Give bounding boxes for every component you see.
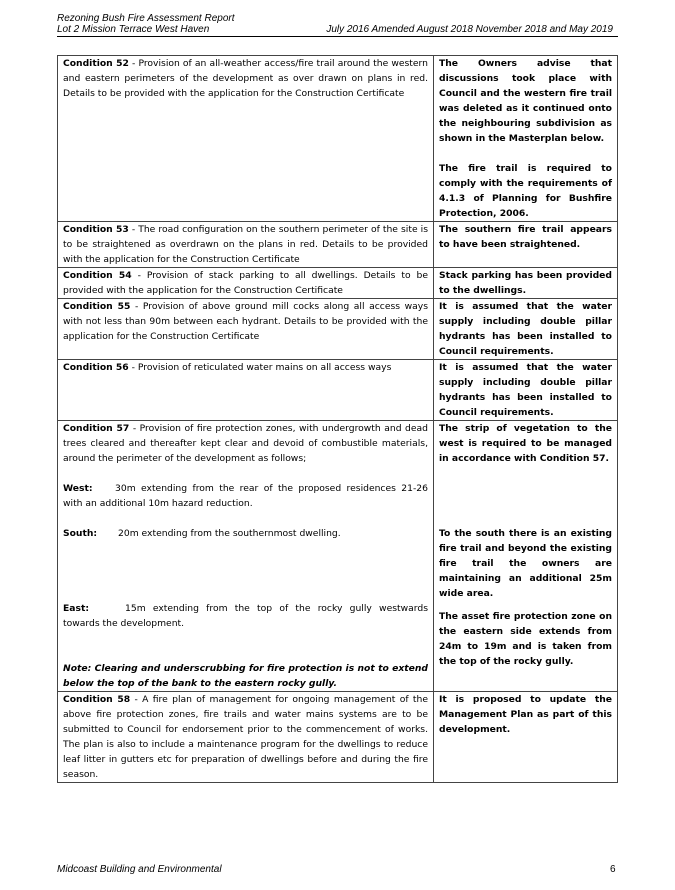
east-text: 15m extending from the top of the rocky gully westwards towards the development. [63, 603, 428, 629]
condition-cell [58, 222, 434, 268]
report-subtitle: Lot 2 Mission Terrace West Haven [57, 24, 210, 35]
table-row [58, 222, 618, 268]
condition-label: Condition 57 [63, 423, 130, 434]
condition-cell [58, 692, 434, 783]
condition-cell [58, 360, 434, 421]
page-header [57, 13, 613, 35]
condition-cell [58, 421, 434, 692]
condition-label: Condition 55 [63, 301, 131, 312]
response-text: The asset fire protection zone on the eastern side extends from 24m to 19m and is taken from the top of the rocky gully. [439, 611, 612, 667]
condition-label: Condition 54 [63, 270, 132, 281]
response-cell [434, 421, 618, 692]
response-text: It is assumed that the water supply including double pillar hydrants has been installed to Council requirements. [439, 362, 612, 418]
condition-text: - Provision of reticulated water mains on all access ways [128, 362, 392, 373]
response-text: It is proposed to update the Management Plan as part of this development. [439, 694, 612, 735]
response-cell [434, 299, 618, 360]
table-row [58, 360, 618, 421]
table-row [58, 692, 618, 783]
condition-label: Condition 52 [63, 58, 129, 69]
response-text: It is assumed that the water supply including double pillar hydrants has been installed to Council requirements. [439, 301, 612, 357]
table-row [58, 56, 618, 222]
response-cell [434, 692, 618, 783]
condition-label: Condition 53 [63, 224, 129, 235]
condition-text: - Provision of an all-weather access/fire trail around the western and eastern perimeters of the development as over drawn on plans in red. Details to be provided with the application for the Construction Certificate [63, 58, 428, 99]
conditions-table [57, 55, 618, 783]
response-text: Stack parking has been provided to the dwellings. [439, 270, 612, 296]
condition-text: - Provision of fire protection zones, with undergrowth and dead trees cleared and thereafter kept clear and devoid of combustible materials, around the perimeter of the development as follows; [63, 423, 428, 464]
response-cell [434, 268, 618, 299]
response-cell [434, 222, 618, 268]
clearing-note: Note: Clearing and underscrubbing for fire protection is not to extend below the top of the bank to the eastern rocky gully. [63, 663, 428, 689]
condition-label: Condition 58 [63, 694, 131, 705]
condition-cell [58, 268, 434, 299]
footer-company: Midcoast Building and Environmental [57, 864, 222, 875]
west-label: West: [63, 483, 93, 494]
condition-cell [58, 299, 434, 360]
response-text: To the south there is an existing fire trail and beyond the existing fire trail the owners are maintaining an additional 25m wide area. [439, 528, 612, 599]
condition-cell [58, 56, 434, 222]
condition-text: - Provision of above ground mill cocks along all access ways with not less than 90m between each hydrant. Details to be provided with the application for the Construction Certificate [63, 301, 429, 342]
east-label: East: [63, 603, 90, 614]
condition-label: Condition 56 [63, 362, 129, 373]
table-row [58, 421, 618, 692]
response-text: The Owners advise that discussions took place with Council and the western fire trail was deleted as it continued onto the neighbouring subdivision as shown in the Masterplan below. [439, 58, 612, 144]
report-dates: July 2016 Amended August 2018 November 2018 and May 2019 [326, 24, 613, 35]
condition-text: - The road configuration on the southern perimeter of the site is to be straightened as overdrawn on the plans in red. Details to be provided with the application for the Construction Certificate [63, 224, 428, 265]
response-cell [434, 56, 618, 222]
west-text: 30m extending from the rear of the proposed residences 21-26 with an additional 10m hazard reduction. [63, 483, 428, 509]
page-number: 6 [610, 864, 616, 875]
table-row [58, 299, 618, 360]
report-title: Rezoning Bush Fire Assessment Report [57, 13, 235, 24]
response-text: The strip of vegetation to the west is required to be managed in accordance with Condition 57. [439, 423, 612, 464]
south-text: 20m extending from the southernmost dwelling. [118, 528, 341, 539]
header-divider [57, 36, 618, 37]
response-cell [434, 360, 618, 421]
condition-text: - A fire plan of management for ongoing management of the above fire protection zones, fire trails and water mains systems are to be submitted to Council for endorsement prior to the commencement of works. The plan is also to include a maintenance program for the dwellings to reduce leaf litter in gutters etc for preparation of dwellings before and during the fire season. [63, 694, 428, 780]
response-text: The fire trail is required to comply with the requirements of 4.1.3 of Planning for Bushfire Protection, 2006. [439, 163, 612, 219]
south-label: South: [63, 528, 98, 539]
condition-text: - Provision of stack parking to all dwellings. Details to be provided with the application for the Construction Certificate [63, 270, 428, 296]
table-row [58, 268, 618, 299]
response-text: The southern fire trail appears to have been straightened. [439, 224, 612, 250]
